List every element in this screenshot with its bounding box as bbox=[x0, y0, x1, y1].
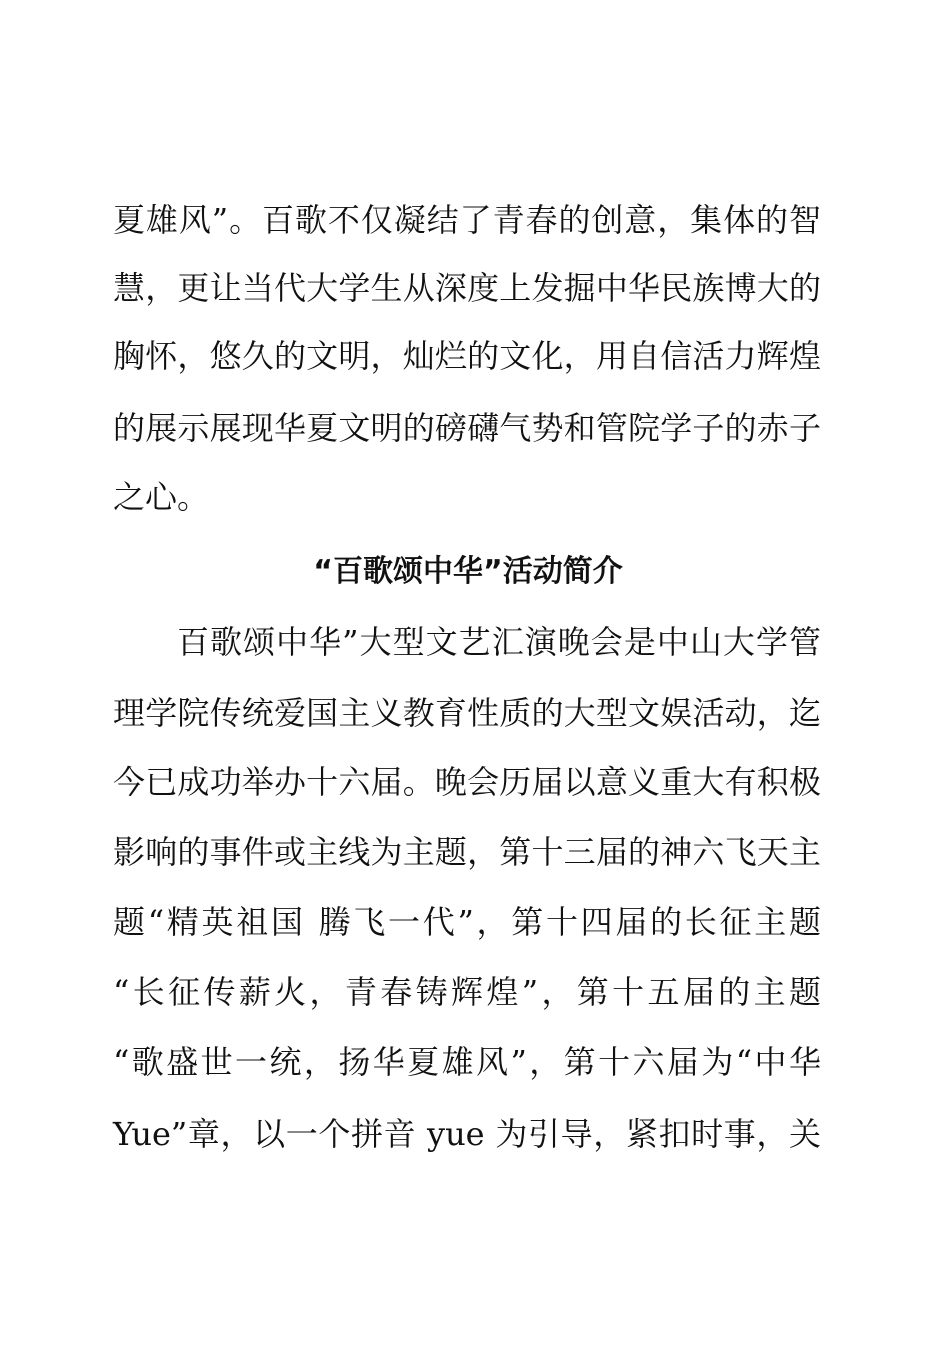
paragraph-line: 胸怀，悠久的文明，灿烂的文化，用自信活力辉煌 bbox=[113, 337, 821, 375]
paragraph-line: “歌盛世一统，扬华夏雄风”，第十六届为“中华 bbox=[113, 1043, 821, 1081]
paragraph-line: 今已成功举办十六届。晚会历届以意义重大有积极 bbox=[113, 763, 821, 801]
paragraph-line: 理学院传统爱国主义教育性质的大型文娱活动，迄 bbox=[113, 694, 821, 732]
section-title: “百歌颂中华”活动简介 bbox=[313, 554, 623, 589]
paragraph-line: Yue”章，以一个拼音 yue 为引导，紧扣时事，关 bbox=[113, 1115, 821, 1153]
paragraph-line: 慧，更让当代大学生从深度上发掘中华民族博大的 bbox=[113, 269, 821, 307]
paragraph-line: 夏雄风”。百歌不仅凝结了青春的创意，集体的智 bbox=[113, 201, 821, 239]
paragraph-line: 的展示展现华夏文明的磅礴气势和管院学子的赤子 bbox=[113, 409, 821, 447]
paragraph-line: 影响的事件或主线为主题，第十三届的神六飞天主 bbox=[113, 833, 821, 871]
paragraph-line: 题“精英祖国 腾飞一代”，第十四届的长征主题 bbox=[113, 903, 821, 941]
paragraph-line: “长征传薪火，青春铸辉煌”，第十五届的主题 bbox=[113, 973, 821, 1011]
paragraph-line: 百歌颂中华”大型文艺汇演晚会是中山大学管 bbox=[177, 623, 821, 661]
paragraph-line: 之心。 bbox=[113, 478, 210, 516]
